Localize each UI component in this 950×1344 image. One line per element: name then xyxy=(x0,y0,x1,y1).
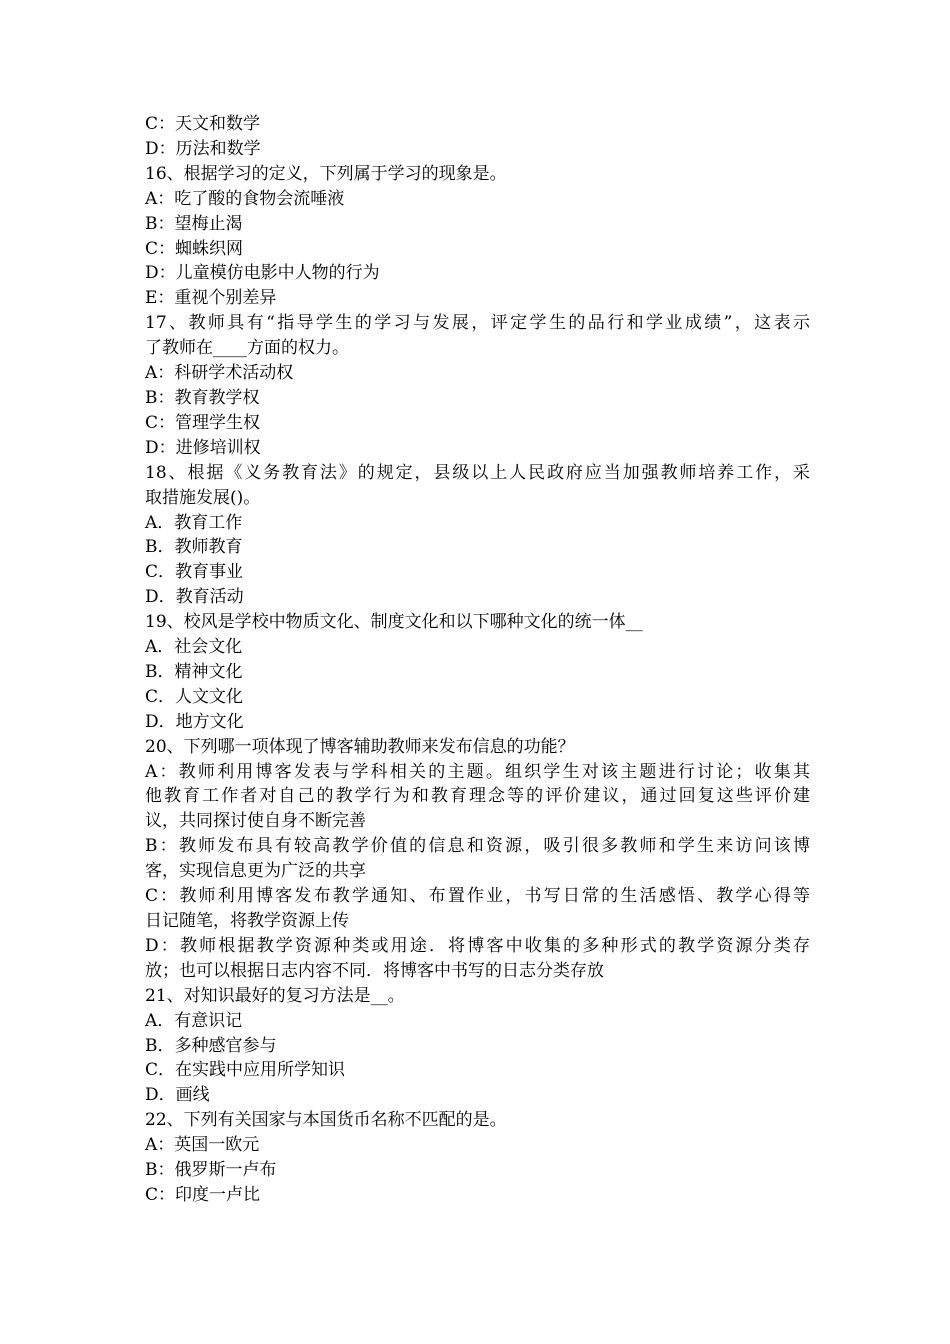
text-line: C．在实践中应用所学知识 xyxy=(145,1060,346,1081)
text-line: 日记随笔，将教学资源上传 xyxy=(145,911,349,931)
text-line: 取措施发展()。 xyxy=(145,487,261,508)
text-line: D：进修培训权 xyxy=(145,437,261,458)
text-line: 17、教师具有“指导学生的学习与发展，评定学生的品行和学业成绩”，这表示 xyxy=(145,313,810,334)
text-line: C．教育事业 xyxy=(145,562,244,583)
text-line: 客，实现信息更为广泛的共享 xyxy=(145,861,366,882)
text-line: 22、下列有关国家与本国货币名称不匹配的是。 xyxy=(145,1110,507,1131)
text-line: 18、根据《义务教育法》的规定，县级以上人民政府应当加强教师培养工作，采 xyxy=(145,462,810,483)
text-line: B：望梅止渴 xyxy=(145,213,243,234)
text-line: 20、下列哪一项体现了博客辅助教师来发布信息的功能？ xyxy=(145,736,575,757)
text-line: D．画线 xyxy=(145,1085,210,1106)
text-line: B．教师教育 xyxy=(145,537,243,558)
text-line: B．精神文化 xyxy=(145,661,243,682)
text-line: D：教师根据教学资源种类或用途．将博客中收集的多种形式的教学资源分类存 xyxy=(145,935,810,956)
text-line: A：吃了酸的食物会流唾液 xyxy=(145,188,345,209)
text-line: D：儿童模仿电影中人物的行为 xyxy=(145,263,380,284)
text-line: E：重视个别差异 xyxy=(145,288,277,309)
text-line: 了教师在____方面的权力。 xyxy=(145,338,349,359)
text-line: D．地方文化 xyxy=(145,711,244,732)
text-line: C：管理学生权 xyxy=(145,412,261,433)
text-line: A：科研学术活动权 xyxy=(145,363,294,384)
document-page xyxy=(145,112,810,1208)
text-line: A．教育工作 xyxy=(145,512,243,533)
text-line: 议，共同探讨使自身不断完善 xyxy=(145,811,366,832)
text-line: B：俄罗斯一卢布 xyxy=(145,1160,277,1181)
text-line: A：英国一欧元 xyxy=(145,1135,260,1156)
text-line: C：印度一卢比 xyxy=(145,1184,261,1205)
text-line: C：蜘蛛织网 xyxy=(145,238,244,259)
text-line: C：天文和数学 xyxy=(145,114,261,134)
text-line: A．有意识记 xyxy=(145,1010,243,1031)
text-line: 放；也可以根据日志内容不同．将博客中书写的日志分类存放 xyxy=(145,960,604,981)
text-line: 19、校风是学校中物质文化、制度文化和以下哪种文化的统一体__ xyxy=(145,612,643,633)
text-line: 16、根据学习的定义，下列属于学习的现象是。 xyxy=(145,163,507,184)
text-line: B：教育教学权 xyxy=(145,387,260,408)
text-line: A．社会文化 xyxy=(145,637,243,658)
text-line: C．人文文化 xyxy=(145,686,244,707)
text-line: A：教师利用博客发表与学科相关的主题。组织学生对该主题进行讨论；收集其 xyxy=(145,761,810,782)
text-line: B．多种感官参与 xyxy=(145,1035,277,1056)
text-line: 21、对知识最好的复习方法是__。 xyxy=(145,985,405,1006)
text-line: B：教师发布具有较高教学价值的信息和资源，吸引很多教师和学生来访问该博 xyxy=(145,836,810,857)
text-line: D．教育活动 xyxy=(145,587,244,608)
text-line: C：教师利用博客发布教学通知、布置作业，书写日常的生活感悟、教学心得等 xyxy=(145,886,810,907)
text-line: D：历法和数学 xyxy=(145,138,261,159)
text-line: 他教育工作者对自己的教学行为和教育理念等的评价建议，通过回复这些评价建 xyxy=(145,786,810,807)
